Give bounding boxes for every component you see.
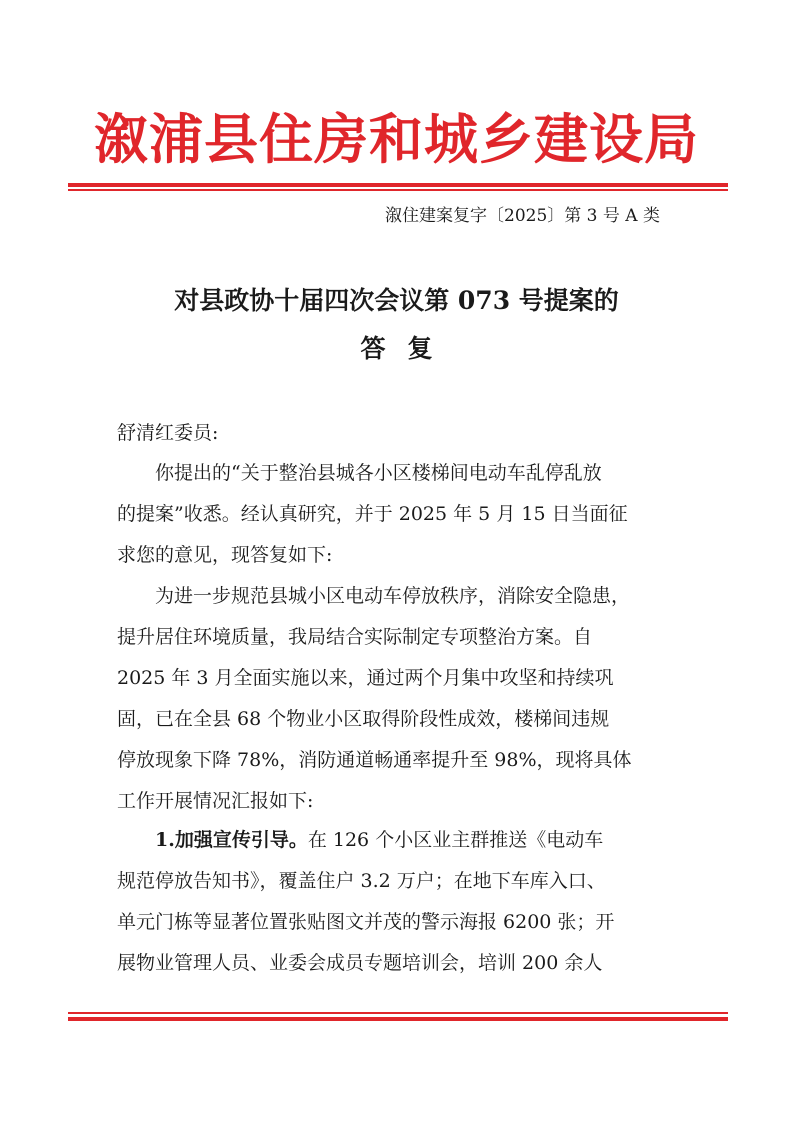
paragraph-publicity	[117, 820, 679, 984]
section-heading: 1.加强宣传引导。	[155, 829, 308, 851]
paragraph-line: 展物业管理人员、业委会成员专题培训会，培训 200 余人	[117, 952, 603, 974]
document-number: 溆住建案复字〔2025〕第 3 号 A 类	[385, 206, 660, 226]
letterhead-agency-title: 溆浦县住房和城乡建设局	[94, 108, 699, 171]
document-title-line-1: 对县政协十届四次会议第 073 号提案的	[174, 286, 619, 315]
paragraph-line: 求您的意见，现答复如下:	[117, 544, 333, 566]
paragraph-line: 工作开展情况汇报如下:	[117, 790, 314, 812]
paragraph-line	[117, 820, 679, 861]
footer-rule-thick	[68, 1017, 728, 1021]
paragraph-line: 2025 年 3 月全面实施以来，通过两个月集中攻坚和持续巩	[117, 667, 614, 689]
paragraph-line: 单元门栋等显著位置张贴图文并茂的警示海报 6200 张；开	[117, 911, 615, 933]
paragraph-line: 规范停放告知书》，覆盖住户 3.2 万户；在地下车库入口、	[117, 870, 606, 892]
salutation: 舒清红委员:	[117, 422, 219, 444]
paragraph-overview	[117, 576, 679, 822]
paragraph-line: 停放现象下降 78%，消防通道畅通率提升至 98%，现将具体	[117, 749, 632, 771]
paragraph-acknowledgement	[117, 453, 679, 576]
footer-rule-thin	[68, 1012, 728, 1014]
paragraph-line: 固，已在全县 68 个物业小区取得阶段性成效，楼梯间违规	[117, 708, 610, 730]
document-title-line-2: 答复	[360, 334, 455, 363]
paragraph-line: 提升居住环境质量，我局结合实际制定专项整治方案。自	[117, 626, 593, 648]
letterhead-rule-thin	[68, 189, 728, 191]
paragraph-line: 的提案”收悉。经认真研究，并于 2025 年 5 月 15 日当面征	[117, 503, 628, 525]
paragraph-line: 你提出的“关于整治县城各小区楼梯间电动车乱停乱放	[155, 462, 602, 484]
paragraph-line: 为进一步规范县城小区电动车停放秩序，消除安全隐患，	[155, 585, 631, 607]
letterhead-rule-thick	[68, 183, 728, 187]
paragraph-line-text: 在 126 个小区业主群推送《电动车	[307, 829, 604, 851]
